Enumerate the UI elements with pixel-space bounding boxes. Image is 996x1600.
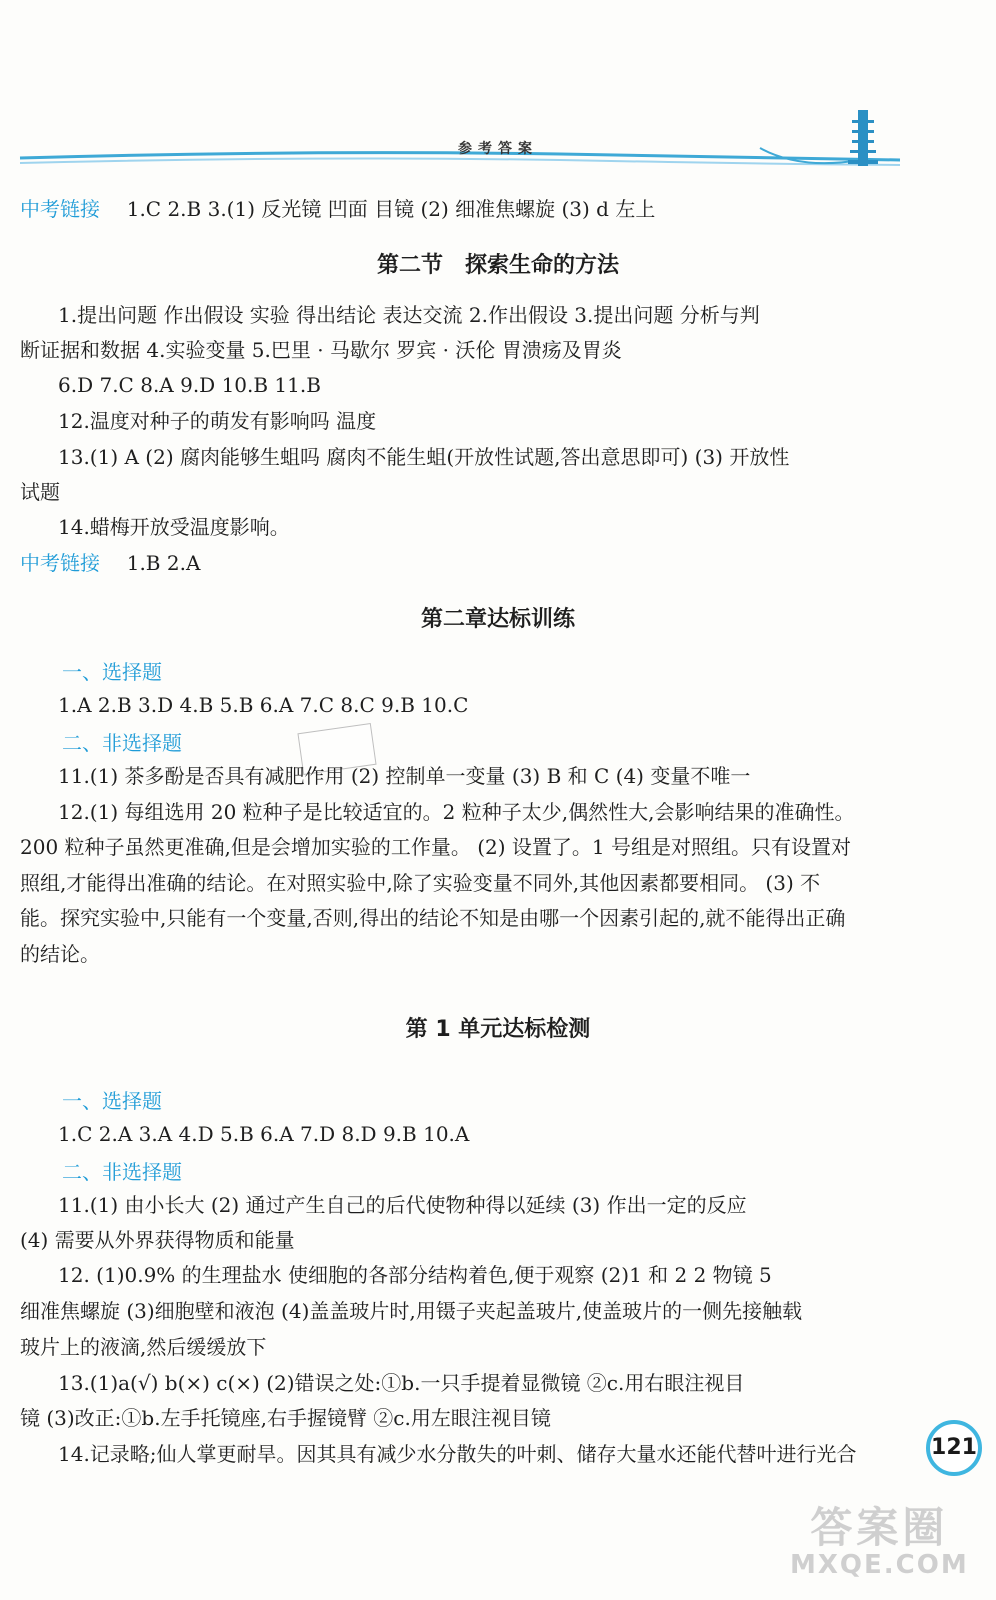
- answer-line: 试题: [20, 480, 60, 504]
- answer-line: 1.C 2.A 3.A 4.D 5.B 6.A 7.D 8.D 9.B 10.A: [58, 1122, 470, 1146]
- answer-line: 玻片上的液滴,然后缓缓放下: [20, 1335, 267, 1359]
- section-label: 二、非选择题: [62, 731, 182, 755]
- answer-line: 200 粒种子虽然更准确,但是会增加实验的工作量。 (2) 设置了。1 号组是对照组。只有设置对: [20, 835, 852, 859]
- answer-line: 12. (1)0.9% 的生理盐水 使细胞的各部分结构着色,便于观察 (2)1 和 2 2 物镜 5: [58, 1263, 772, 1287]
- answer-line: (4) 需要从外界获得物质和能量: [20, 1228, 295, 1252]
- section-label: 一、选择题: [62, 1089, 162, 1113]
- answer-line: 1.提出问题 作出假设 实验 得出结论 表达交流 2.作出假设 3.提出问题 分析与判: [58, 303, 760, 327]
- answer-line: 13.(1) A (2) 腐肉能够生蛆吗 腐肉不能生蛆(开放性试题,答出意思即可) (3) 开放性: [58, 445, 790, 469]
- answer-line: 6.D 7.C 8.A 9.D 10.B 11.B: [58, 373, 321, 397]
- section-heading: 第二节 探索生命的方法: [376, 253, 619, 278]
- answer-line: 14.蜡梅开放受温度影响。: [58, 515, 290, 539]
- answer-line: 能。探究实验中,只能有一个变量,否则,得出的结论不知是由哪一个因素引起的,就不能得出正确: [20, 906, 846, 930]
- section-label: 一、选择题: [62, 660, 162, 684]
- answer-line: 断证据和数据 4.实验变量 5.巴里 · 马歇尔 罗宾 · 沃伦 胃溃疡及胃炎: [20, 338, 622, 362]
- answer-line: 镜 (3)改正:①b.左手托镜座,右手握镜臂 ②c.用左眼注视目镜: [20, 1406, 551, 1430]
- answer-line: 12.(1) 每组选用 20 粒种子是比较适宜的。2 粒种子太少,偶然性大,会影响结果的准确性。: [58, 800, 855, 824]
- line-zhongkao-1: [20, 192, 976, 226]
- answer-line: 14.记录略;仙人掌更耐旱。因其具有减少水分散失的叶刺、储存大量水还能代替叶进行光合: [58, 1442, 857, 1466]
- answer-line: 的结论。: [20, 942, 100, 966]
- answer-line: 细准焦螺旋 (3)细胞壁和液泡 (4)盖盖玻片时,用镊子夹起盖玻片,使盖玻片的一侧先接触载: [20, 1299, 803, 1323]
- zhongkao-link-label: 中考链接: [20, 551, 100, 575]
- watermark-text: 答案圈: [810, 1503, 949, 1552]
- section-label: 二、非选择题: [62, 1160, 182, 1184]
- answer-text: 1.B 2.A: [126, 551, 201, 575]
- chapter-heading: 第二章达标训练: [420, 607, 575, 632]
- answer-line: 13.(1)a(√) b(×) c(×) (2)错误之处:①b.一只手提着显微镜 ②c.用右眼注视目: [58, 1371, 745, 1395]
- line-zhongkao-2: [20, 546, 976, 580]
- answer-line: 11.(1) 由小长大 (2) 通过产生自己的后代使物种得以延续 (3) 作出一定的反应: [58, 1193, 747, 1217]
- answer-line: 1.A 2.B 3.D 4.B 5.B 6.A 7.C 8.C 9.B 10.C: [58, 693, 469, 717]
- watermark: [790, 1505, 969, 1580]
- zhongkao-link-label: 中考链接: [20, 197, 100, 221]
- page-number-badge: 121: [926, 1420, 982, 1476]
- answer-text: 1.C 2.B 3.(1) 反光镜 凹面 目镜 (2) 细准焦螺旋 (3) d 左上: [126, 197, 656, 221]
- watermark-url: MXQE.COM: [790, 1550, 969, 1581]
- unit-heading: 第 1 单元达标检测: [405, 1017, 591, 1042]
- answer-line: 11.(1) 茶多酚是否具有减肥作用 (2) 控制单一变量 (3) B 和 C (4) 变量不唯一: [58, 764, 751, 788]
- answer-line: 12.温度对种子的萌发有影响吗 温度: [58, 409, 377, 433]
- answer-line: 照组,才能得出准确的结论。在对照实验中,除了实验变量不同外,其他因素都要相同。 (3) 不: [20, 871, 821, 895]
- header-title: 参考答案: [458, 141, 538, 157]
